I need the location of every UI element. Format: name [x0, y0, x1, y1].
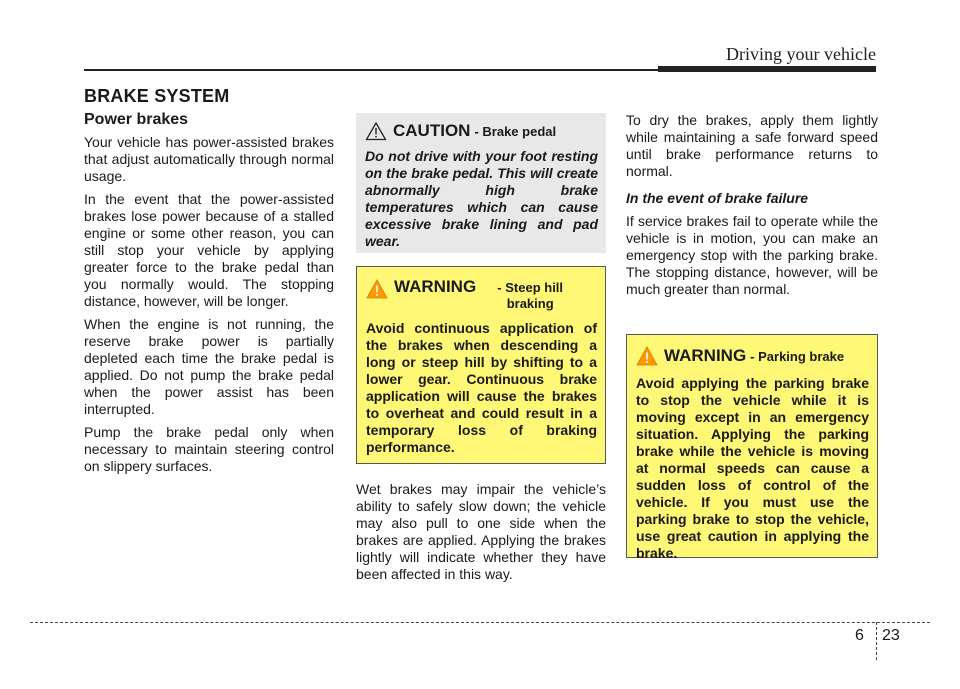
warning-box-steep-hill: [356, 266, 606, 464]
page-number: 23: [882, 627, 900, 644]
warning-header: [366, 277, 597, 312]
section-title: BRAKE SYSTEM: [84, 86, 230, 106]
caution-box: [356, 113, 606, 253]
paragraph: If service brakes fail to operate while the vehicle is in motion, you can make an emergency stop with the parking brake. The stopping distance, however, will be much greater than normal.: [626, 213, 878, 297]
warning-label: WARNING: [394, 277, 477, 296]
paragraph: In the event that the power-assisted brakes lose power because of a stalled engine or some other reason, you can still stop your vehicle by applying greater force to the brake pedal than you normally would. The stopping distance, however, will be longer.: [84, 191, 334, 309]
caution-subject: - Brake pedal: [474, 123, 557, 139]
column-2-text: Wet brakes may impair the vehicle’s ability to safely slow down; the vehicle may also pull to one side when the brakes are applied. Applying the brakes lightly will indicate whether they have been affected in this way.: [356, 481, 606, 582]
warning-subject: - Parking brake: [750, 348, 845, 364]
warning-filled-triangle-icon: [636, 346, 658, 366]
subsection-title: Power brakes: [84, 111, 189, 128]
subsection-heading: In the event of brake failure: [626, 190, 809, 206]
header-rule-accent: [658, 66, 876, 72]
column-1: [84, 134, 334, 481]
warning-filled-triangle-icon: [366, 279, 388, 299]
paragraph: When the engine is not running, the reserve brake power is partially depleted each time the brake pedal is applied. Do not pump the brake pedal when the power assist has been interrupted.: [84, 316, 334, 417]
paragraph: To dry the brakes, apply them lightly while maintaining a safe forward speed until brake performance returns to normal.: [626, 112, 878, 179]
header-title: Driving your vehicle: [726, 44, 876, 64]
caution-outline-triangle-icon: [365, 121, 387, 141]
caution-label: CAUTION: [393, 121, 471, 140]
footer-rule: [30, 622, 930, 623]
warning-subject: - Steep hill braking: [497, 280, 564, 311]
warning-text: Avoid continuous application of the brakes when descending a long or steep hill by shifting to a lower gear. Continuous brake application will cause the brakes to overheat and could result in a temporary loss of braking performance.: [366, 320, 597, 455]
warning-label: WARNING: [664, 346, 747, 365]
footer-divider: [876, 622, 877, 660]
paragraph: Your vehicle has power-assisted brakes that adjust automatically through normal usage.: [84, 134, 334, 184]
warning-box-parking-brake: [626, 334, 878, 561]
caution-header: [365, 120, 598, 142]
warning-text: Avoid applying the parking brake to stop the vehicle while it is moving except in an emergency situation. Applying the parking brake while the vehicle is moving at normal speeds can cause a sudden loss of control of the vehicle. If you must use the parking brake to stop the vehicle, use great caution in applying the brake.: [636, 375, 869, 561]
column-3: [626, 112, 878, 304]
warning-header: [636, 345, 869, 367]
chapter-number: 6: [855, 627, 864, 644]
caution-text: Do not drive with your foot resting on the brake pedal. This will create abnormally high brake temperatures which can cause excessive brake lining and pad wear.: [365, 148, 598, 249]
paragraph: Pump the brake pedal only when necessary to maintain steering control on slippery surfaces.: [84, 424, 334, 474]
header-rule: [84, 69, 658, 71]
